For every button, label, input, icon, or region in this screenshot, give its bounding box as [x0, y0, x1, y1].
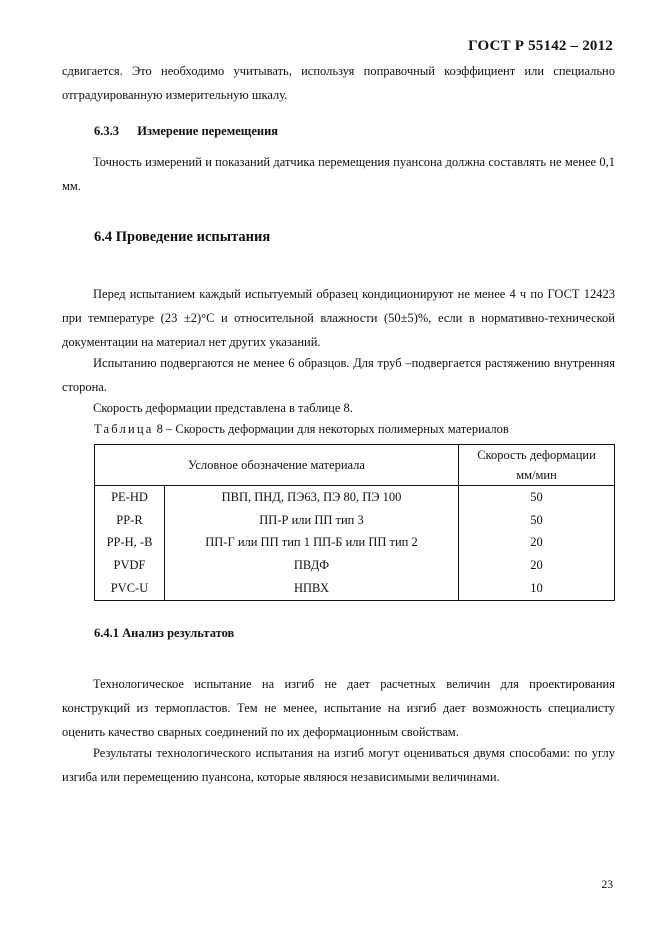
section-number: 6.3.3 — [94, 124, 119, 138]
paragraph-specimens: Испытанию подвергаются не менее 6 образцов. Для труб –подвергается растяжению внутренняя сторона. — [62, 356, 615, 394]
cell-name: ПП-Г или ПП тип 1 ПП-Б или ПП тип 2 — [165, 532, 459, 555]
page-number: 23 — [601, 879, 613, 891]
cell-speed: 50 — [459, 509, 615, 532]
cell-speed: 20 — [459, 532, 615, 555]
table-header-row — [95, 445, 615, 466]
cell-name: НПВХ — [165, 577, 459, 600]
cell-code: PVC-U — [95, 577, 165, 600]
cell-code: PE-HD — [95, 486, 165, 509]
header-unit: мм/мин — [459, 465, 615, 486]
table-row — [95, 532, 615, 555]
section-6-4-heading: 6.4 Проведение испытания — [94, 229, 271, 245]
section-6-3-3-heading — [94, 124, 278, 139]
table-row — [95, 509, 615, 532]
section-6-4-1-heading: 6.4.1 Анализ результатов — [94, 626, 235, 640]
cell-speed: 10 — [459, 577, 615, 600]
cell-speed: 20 — [459, 554, 615, 577]
paragraph-continued: сдвигается. Это необходимо учитывать, используя поправочный коэффициент или специально отградуированную измерительную шкалу. — [62, 64, 615, 102]
cell-name: ПП-Р или ПП тип 3 — [165, 509, 459, 532]
deformation-speed-table — [94, 444, 615, 601]
cell-name: ПВДФ — [165, 554, 459, 577]
header-material: Условное обозначение материала — [95, 445, 459, 486]
paragraph-table-reference: Скорость деформации представлена в таблице 8. — [93, 401, 353, 415]
table-caption-word: Таблица — [94, 422, 154, 436]
table-row — [95, 577, 615, 600]
cell-code: PVDF — [95, 554, 165, 577]
cell-speed: 50 — [459, 486, 615, 509]
table-caption-text: 8 – Скорость деформации для некоторых полимерных материалов — [153, 422, 509, 436]
paragraph-conditioning: Перед испытанием каждый испытуемый образец кондиционируют не менее 4 ч по ГОСТ 12423 при температуре (23 ±2)°С и относительной влажности (50±5)%, если в нормативно-технической документации на материал нет других указаний. — [62, 287, 615, 349]
document-header: ГОСТ Р 55142 – 2012 — [468, 38, 613, 54]
table-row — [95, 554, 615, 577]
cell-code: PP-H, -B — [95, 532, 165, 555]
paragraph-evaluation: Результаты технологического испытания на изгиб могут оцениваться двумя способами: по углу изгиба или перемещению пуансона, которые являюся независимыми величинами. — [62, 746, 615, 784]
paragraph-displacement-accuracy: Точность измерений и показаний датчика перемещения пуансона должна составлять не менее 0,1 мм. — [62, 155, 615, 193]
table-caption — [94, 422, 509, 437]
section-title: Измерение перемещения — [137, 124, 279, 138]
table-row — [95, 486, 615, 509]
cell-name: ПВП, ПНД, ПЭ63, ПЭ 80, ПЭ 100 — [165, 486, 459, 509]
cell-code: PP-R — [95, 509, 165, 532]
paragraph-bend-test: Технологическое испытание на изгиб не дает расчетных величин для проектирования конструкций из термопластов. Тем не менее, испытание на изгиб дает возможность специалисту оценить качество сварных соединений по их деформационным свойствам. — [62, 677, 615, 739]
header-speed: Скорость деформации — [459, 445, 615, 466]
